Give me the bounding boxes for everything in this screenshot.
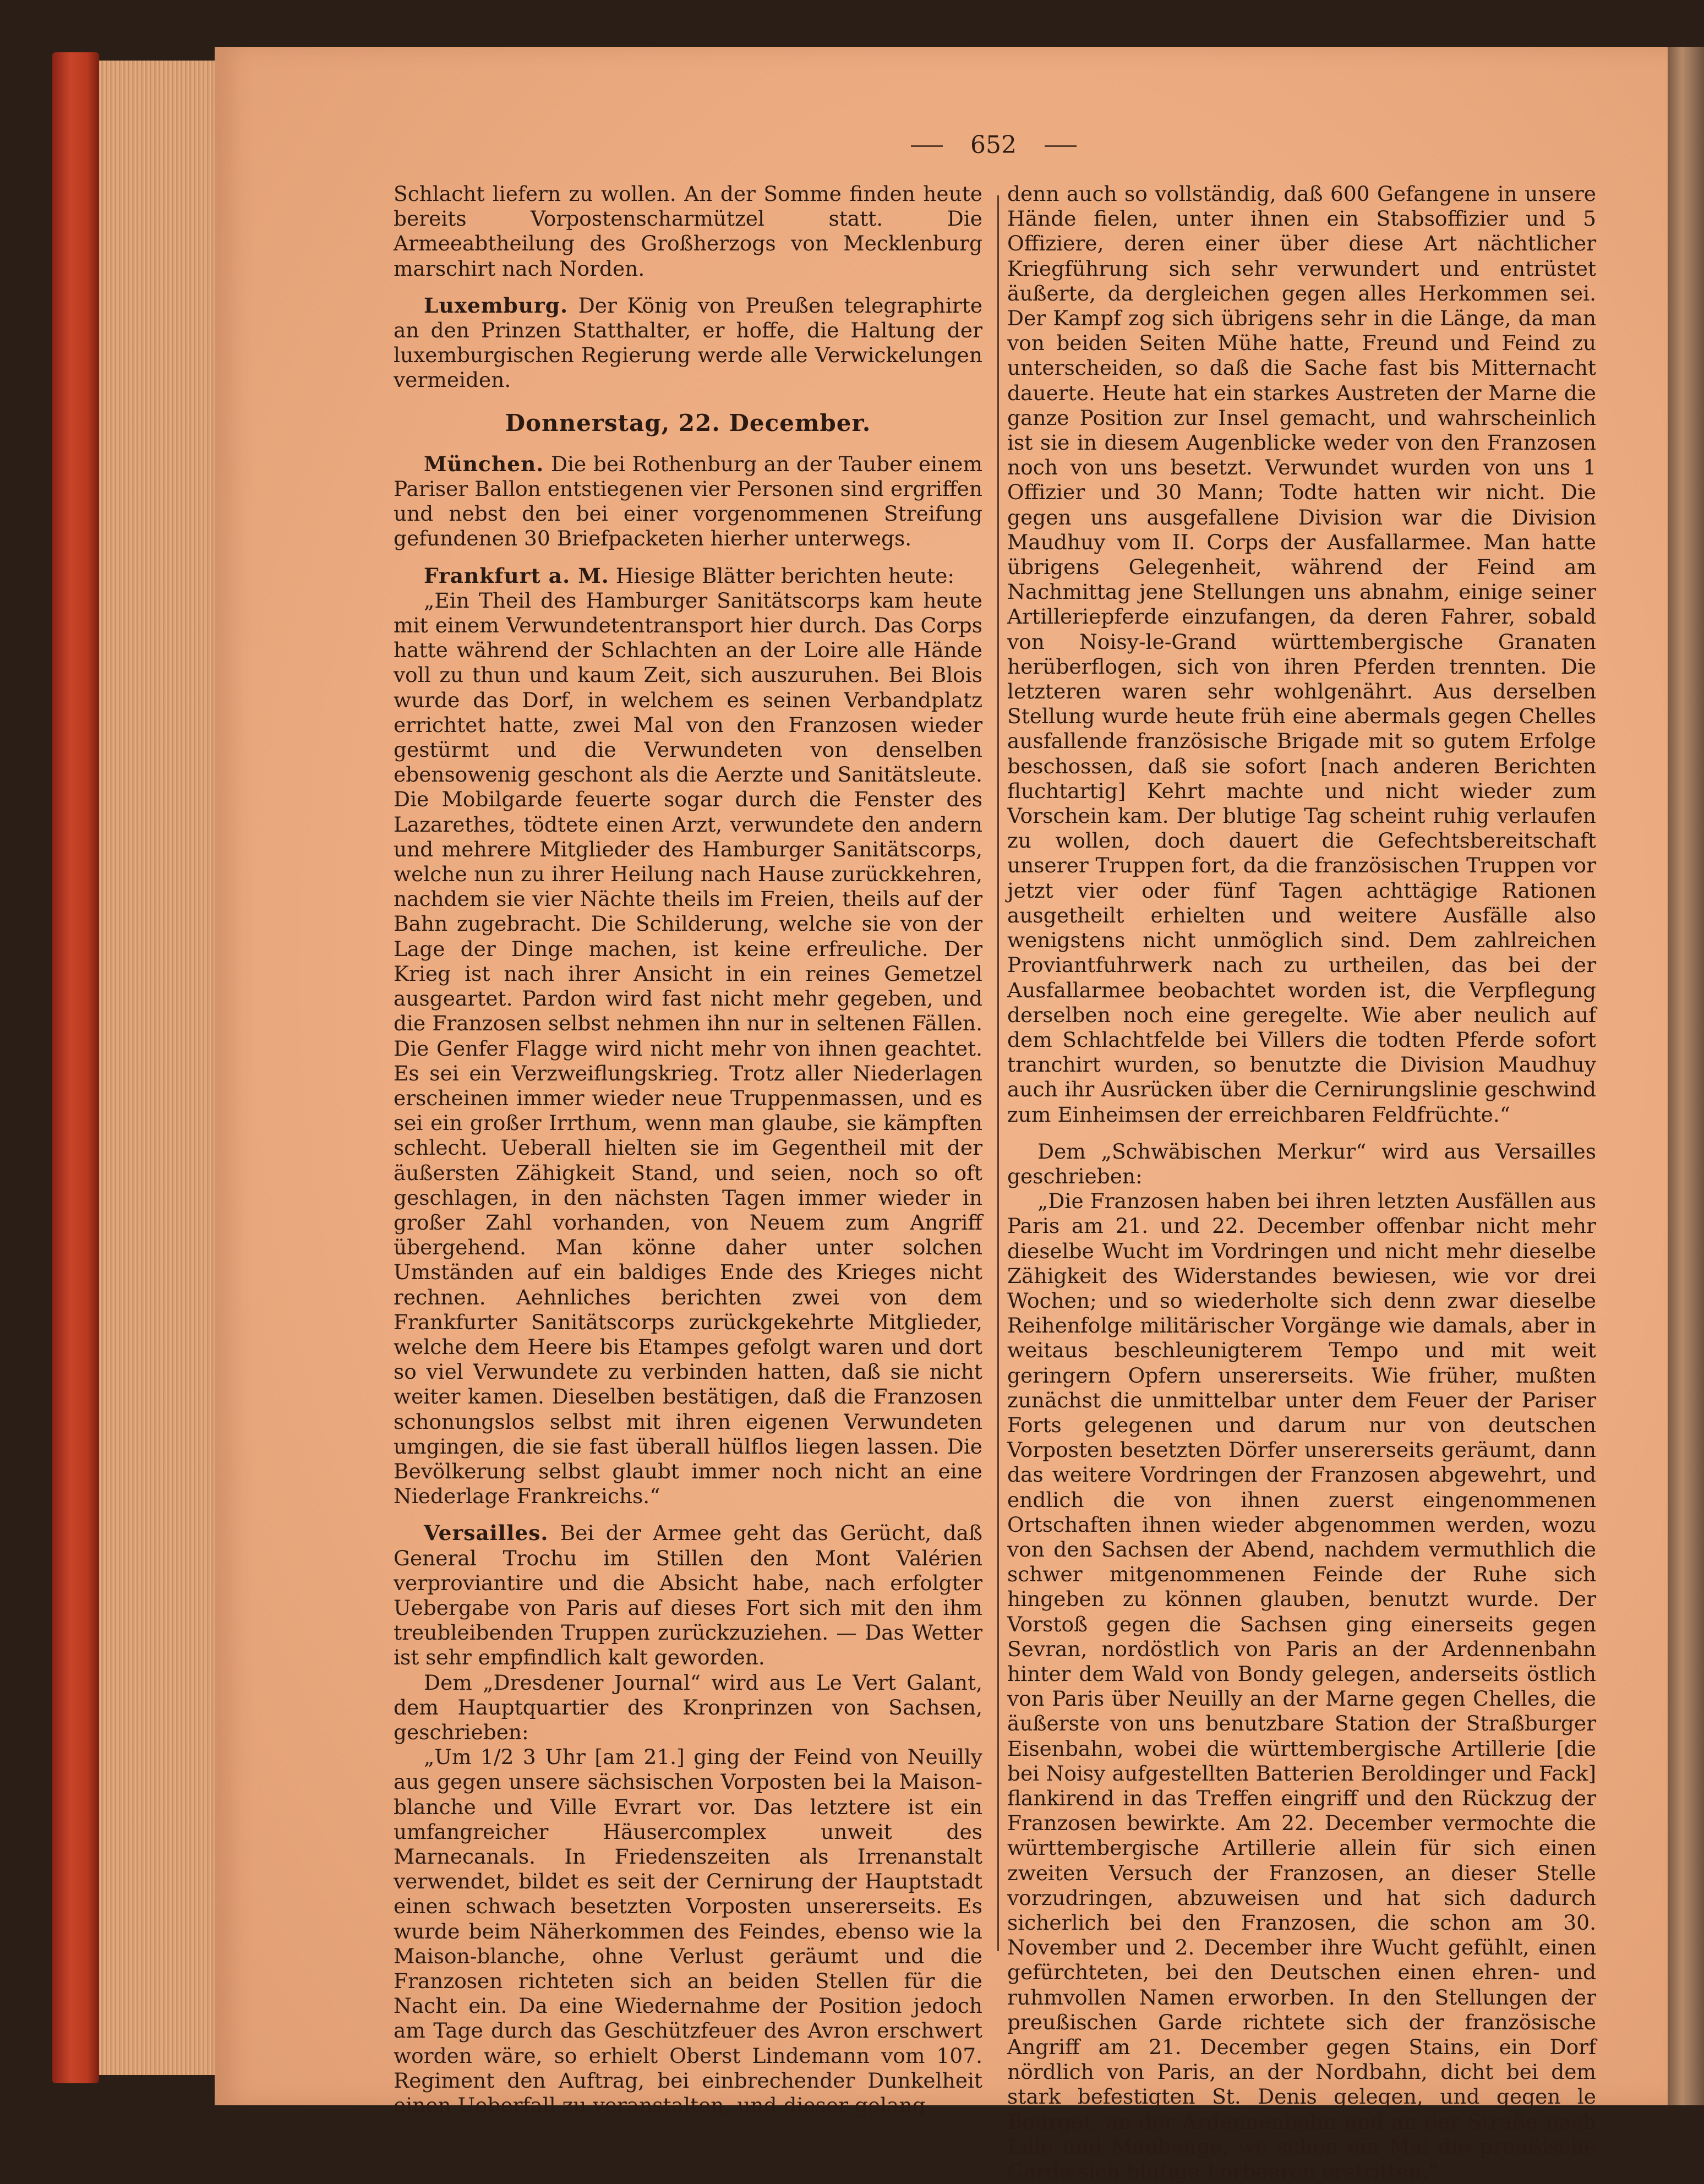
paragraph-text: Hiesige Blätter berichten heute: <box>615 563 955 588</box>
dateline: Frankfurt a. M. <box>424 563 609 588</box>
paragraph: Schlacht liefern zu wollen. An der Somme finden heute bereits Vorpostenscharmützel statt. Die Armeeabtheilung des Großherzogs von Mecklenburg marschirt nach Norden. <box>394 182 982 281</box>
red-book-spine <box>52 52 99 2083</box>
facing-page-edge <box>1668 47 1704 2105</box>
paragraph <box>394 1521 982 1670</box>
column-divider <box>997 195 999 1951</box>
section-heading: Donnerstag, 22. December. <box>505 409 871 436</box>
paragraph-text: Die bei Rothenburg an der Tauber einem Pariser Ballon entstiegenen vier Personen sind ergriffen und nebst den bei einer vorgenommenen Streifung gefundenen 30 Briefpacketen hierher unterwegs. <box>394 451 983 551</box>
paragraph-text: Bei der Armee geht das Gerücht, daß General Trochu im Stillen den Mont Valérien verproviantire und die Absicht habe, nach erfolgter Uebergabe von Paris auf dieses Fort sich mit den ihm treubleibenden Truppen zurückzuziehen. — Das Wetter ist sehr empfindlich kalt geworden. <box>394 1521 982 1670</box>
paragraph: denn auch so vollständig, daß 600 Gefangene in unsere Hände fielen, unter ihnen ein Stabsoffizier und 5 Offiziere, deren einer über diese Art nächtlicher Kriegführung sich sehr verwundert und entrüstet äußerte, da dergleichen gegen alles Herkommen sei. Der Kampf zog sich übrigens sehr in die Länge, da man von beiden Seiten Mühe hatte, Freund und Feind zu unterscheiden, so daß die Sache fast bis Mitternacht dauerte. Heute hat ein starkes Austreten der Marne die ganze Position zur Insel gemacht, und wahrscheinlich ist sie in diesem Augenblicke weder von den Franzosen noch von uns besetzt. Verwundet wurden von uns 1 Offizier und 30 Mann; Todte hatten wir nicht. Die gegen uns ausgefallene Division war die Division Maudhuy vom II. Corps der Ausfallarmee. Man hatte übrigens Gelegenheit, während der Feind am Nachmittag jene Stellungen uns abnahm, einige seiner Artilleriepferde einzufangen, da deren Fahrer, sobald von Noisy-le-Grand württembergische Granaten herüberflogen, sich von ihren Pferden trennten. Die letzteren waren sehr wohlgenährt. Aus derselben Stellung wurde heute früh eine abermals gegen Chelles ausfallende französische Brigade mit so gutem Erfolge beschossen, daß sie sofort [nach anderen Berichten fluchtartig] Kehrt machte und nicht wieder zum Vorschein kam. Der blutige Tag scheint ruhig verlaufen zu wollen, doch dauert die Gefechtsbereitschaft unserer Truppen fort, da die französischen Truppen vor jetzt vier oder fünf Tagen achttägige Rationen ausgetheilt erhielten und weitere Ausfälle also wenigstens nicht unmöglich sind. Dem zahlreichen Proviantfuhrwerk nach zu urtheilen, das bei der Ausfallarmee beobachtet worden ist, die Verpflegung derselben noch eine geregelte. Wie aber neulich auf dem Schlachtfelde bei Villers die todten Pferde sofort tranchirt wurden, so benutzte die Division Maudhuy auch ihr Ausrücken über die Cernirungslinie geschwind zum Einheimsen der erreichbaren Feldfrüchte.“ <box>1007 182 1596 1127</box>
paragraph: Dem „Dresdener Journal“ wird aus Le Vert Galant, dem Hauptquartier des Kronprinzen von Sachsen, geschrieben: <box>394 1670 982 1744</box>
paragraph: „Um 1/2 3 Uhr [am 21.] ging der Feind von Neuilly aus gegen unsere sächsischen Vorposten bei la Maison-blanche und Ville Evrart vor. Das letztere ist ein umfangreicher Häusercomplex unweit des Marnecanals. In Friedenszeiten als Irrenanstalt verwendet, bildet es seit der Cernirung der Hauptstadt einen schwach besetzten Vorposten unsererseits. Es wurde beim Näherkommen des Feindes, ebenso wie la Maison-blanche, ohne Verlust geräumt und die Franzosen richteten sich an beiden Stellen für die Nacht ein. Da eine Wiedernahme der Position jedoch am Tage durch das Geschützfeuer des Avron erschwert worden wäre, so erhielt Oberst Lindemann vom 107. Regiment den Auftrag, bei einbrechender Dunkelheit einen Ueberfall zu veranstalten, und dieser gelang <box>394 1745 982 2118</box>
paragraph: Dem „Schwäbischen Merkur“ wird aus Versailles geschrieben: <box>1007 1139 1596 1188</box>
left-column <box>394 182 982 2118</box>
paragraph: „Ein Theil des Hamburger Sanitätscorps kam heute mit einem Verwundetentransport hier durch. Das Corps hatte während der Schlachten an der Loire alle Hände voll zu thun und kaum Zeit, sich auszuruhen. Bei Blois wurde das Dorf, in welchem es seinen Verbandplatz errichtet hatte, zwei Mal von den Franzosen wieder gestürmt und die Verwundeten von denselben ebensowenig geschont als die Aerzte und Sanitätsleute. Die Mobilgarde feuerte sogar durch die Fenster des Lazarethes, tödtete einen Arzt, verwundete den andern und mehrere Mitglieder des Hamburger Sanitätscorps, welche nun zu ihrer Heilung nach Hause zurückkehren, nachdem sie vier Nächte theils im Freien, theils auf der Bahn zugebracht. Die Schilderung, welche sie von der Lage der Dinge machen, ist keine erfreuliche. Der Krieg ist nach ihrer Ansicht in ein reines Gemetzel ausgeartet. Pardon wird fast nicht mehr gegeben, und die Franzosen selbst nehmen ihn nur in seltenen Fällen. Die Genfer Flagge wird nicht mehr von ihnen geachtet. Es sei ein Verzweiflungskrieg. Trotz aller Niederlagen erscheinen immer wieder neue Truppenmassen, und es sei ein großer Irrthum, wenn man glaube, sie kämpften schlecht. Ueberall hielten sie im Gegentheil mit der äußersten Zähigkeit Stand, und seien, noch so oft geschlagen, in den nächsten Tagen immer wieder in großer Zahl vorhanden, von Neuem zum Angriff übergehend. Man könne daher unter solchen Umständen auf ein baldiges Ende des Krieges nicht rechnen. Aehnliches berichten zwei von dem Frankfurter Sanitätscorps zurückgekehrte Mitglieder, welche dem Heere bis Etampes gefolgt waren und dort so viel Verwundete zu verbinden hatten, daß sie nicht weiter kamen. Dieselben bestätigen, daß die Franzosen schonungslos selbst mit ihren eigenen Verwundeten umgingen, die sie fast überall hülflos liegen lassen. Die Bevölkerung selbst glaubt immer noch nicht an eine Niederlage Frankreichs.“ <box>394 588 982 1509</box>
right-column <box>1007 182 1596 2184</box>
dateline: Luxemburg. <box>424 293 569 318</box>
page-edges <box>99 61 215 2075</box>
paragraph: „Die Franzosen haben bei ihren letzten Ausfällen aus Paris am 21. und 22. December offenbar nicht mehr dieselbe Wucht im Vordringen und nicht mehr dieselbe Zähigkeit des Widerstandes bewiesen, wie vor drei Wochen; und so wiederholte sich denn zwar dieselbe Reihenfolge militärischer Vorgänge wie damals, aber in weitaus beschleunigterem Tempo und mit weit geringern Opfern unsererseits. Wie früher, mußten zunächst die unmittelbar unter dem Feuer der Pariser Forts gelegenen und darum nur von deutschen Vorposten besetzten Dörfer unsererseits geräumt, dann das weitere Vordringen der Franzosen abgewehrt, und endlich die von ihnen zuerst eingenommenen Ortschaften ihnen wieder abgenommen werden, wozu von den Sachsen der Abend, nachdem vermuthlich die schwer mitgenommenen Feinde der Ruhe sich hingeben zu können glauben, benutzt wurde. Der Vorstoß gegen die Sachsen ging einerseits gegen Sevran, nordöstlich von Paris an der Ardennenbahn hinter dem Wald von Bondy gelegen, anderseits östlich von Paris über Neuilly an der Marne gegen Chelles, die äußerste von uns benutzbare Station der Straßburger Eisenbahn, wobei die württembergische Artillerie [die bei Noisy aufgestellten Batterien Beroldinger und Fack] flankirend in das Treffen eingriff und den Rückzug der Franzosen bewirkte. Am 22. December vermochte die württembergische Artillerie allein für sich einen zweiten Versuch der Franzosen, an dieser Stelle vorzudringen, abzuweisen und hat sich dadurch sicherlich bei den Franzosen, die schon am 30. November und 2. December ihre Wucht gefühlt, einen gefürchteten, bei den Deutschen einen ehren- und ruhmvollen Namen erworben. In den Stellungen der preußischen Garde richtete sich der französische Angriff am 21. December gegen Stains, ein Dorf nördlich von Paris, an der Nordbahn, dicht bei dem stark befestigten St. Denis gelegen, und gegen le Bourget, an der Ardennenbahn und an der Straße nach Lille und Maubeuge, wo schon ein Mal die preußische Garde sich blutige Lorbeeren erstritten.“ <box>1007 1189 1596 2184</box>
page-number-rule-right <box>1045 145 1077 147</box>
paragraph-text: Der König von Preußen telegraphirte an den Prinzen Statthalter, er hoffe, die Haltung der luxemburgischen Regierung werde alle Verwickelungen vermeiden. <box>394 293 983 392</box>
paragraph <box>394 452 982 552</box>
paragraph <box>394 293 982 393</box>
page-number: 652 <box>970 131 1017 159</box>
dateline: München. <box>424 451 544 476</box>
paragraph <box>394 564 982 588</box>
dateline: Versailles. <box>424 1521 549 1546</box>
